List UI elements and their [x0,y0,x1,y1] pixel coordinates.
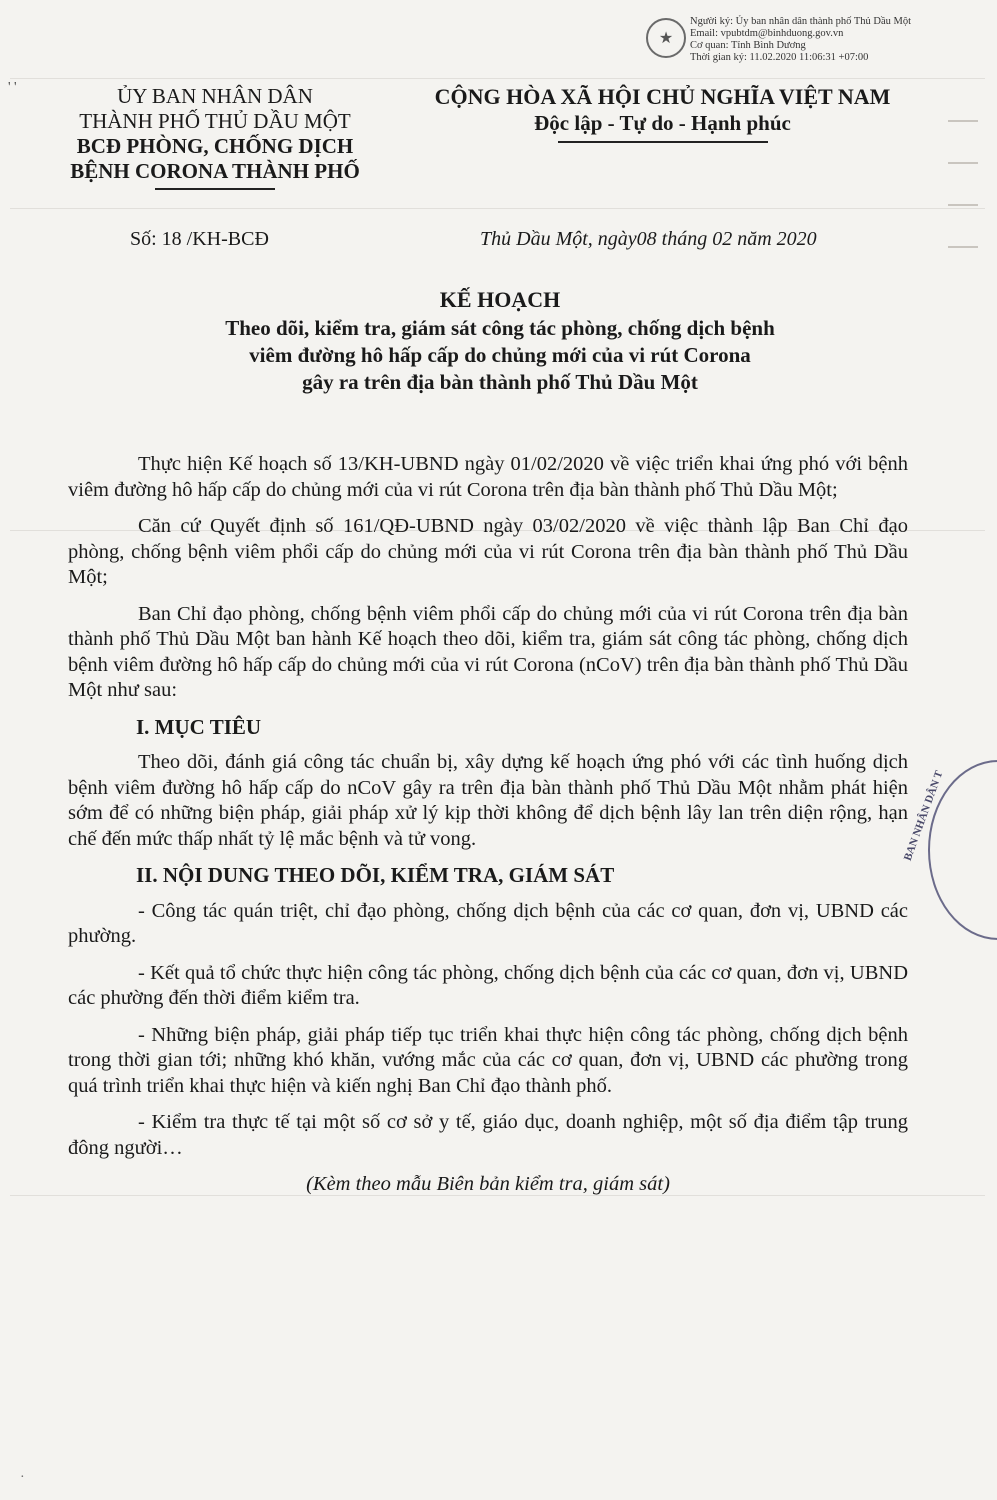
signature-time: Thời gian ký: 11.02.2020 11:06:31 +07:00 [690,52,869,63]
agency-line-1: ỦY BAN NHÂN DÂN [117,84,313,108]
official-seal-text: BAN NHÂN DÂN T [901,769,946,863]
digital-signature-block [640,16,985,72]
list-item: - Công tác quán triệt, chỉ đạo phòng, chống dịch bệnh của các cơ quan, đơn vị, UBND các phường. [68,899,908,947]
document-subtitle-line-2: viêm đường hô hấp cấp do chủng mới của vi rút Corona [249,343,751,367]
signature-email: Email: vpubtdm@binhduong.gov.vn [690,28,844,39]
section-heading-2: II. NỘI DUNG THEO DÕI, KIỂM TRA, GIÁM SÁT [136,863,615,887]
page-mark: · [20,1470,25,1485]
agency-line-3: BCĐ PHÒNG, CHỐNG DỊCH [76,134,354,158]
list-item: - Kiểm tra thực tế tại một số cơ sở y tế, giáo dục, doanh nghiệp, một số địa điểm tập trung đông người… [68,1111,908,1159]
signature-signer: Người ký: Ủy ban nhân dân thành phố Thủ Dầu Một [690,16,912,27]
national-motto: Độc lập - Tự do - Hạnh phúc [534,111,791,135]
agency-line-2: THÀNH PHỐ THỦ DẦU MỘT [79,109,351,133]
paragraph: Ban Chỉ đạo phòng, chống bệnh viêm phổi cấp do chủng mới của vi rút Corona trên địa bàn thành phố Thủ Dầu Một ban hành Kế hoạch theo dõi, kiểm tra, giám sát công tác phòng, chống dịch bệnh viêm đường hô hấp cấp do chủng mới của vi rút Corona (nCoV) trên địa bàn thành phố Thủ Dầu Một như sau: [68,602,908,701]
list-item: - Kết quả tổ chức thực hiện công tác phòng, chống dịch bệnh của các cơ quan, đơn vị, UBND các phường đến thời điểm kiểm tra. [68,961,908,1009]
attachment-note: (Kèm theo mẫu Biên bản kiểm tra, giám sát) [306,1173,670,1195]
document-date: Thủ Dầu Một, ngày08 tháng 02 năm 2020 [480,228,817,250]
bleed-through-line [10,208,985,209]
document-title: KẾ HOẠCH [439,287,561,312]
signature-agency: Cơ quan: Tỉnh Bình Dương [690,40,806,51]
list-item: - Những biện pháp, giải pháp tiếp tục triển khai thực hiện công tác phòng, chống dịch bệnh trong thời gian tới; những khó khăn, vướng mắc của các cơ quan, đơn vị, UBND các phường trong quá trình triển khai thực hiện và kiến nghị Ban Chỉ đạo thành phố. [68,1023,908,1097]
document-number: Số: 18 /KH-BCĐ [130,228,269,250]
document-subtitle-line-1: Theo dõi, kiểm tra, giám sát công tác phòng, chống dịch bệnh [225,316,775,340]
paragraph: Căn cứ Quyết định số 161/QĐ-UBND ngày 03/02/2020 về việc thành lập Ban Chỉ đạo phòng, chống bệnh viêm phổi cấp do chủng mới của vi rút Corona trên địa bàn thành phố Thủ Dầu Một; [68,515,908,588]
agency-underline [155,188,275,190]
scan-mark: ' ' [8,80,17,95]
national-motto-block [400,84,925,143]
section-heading-1: I. MỤC TIÊU [136,714,262,739]
national-title: CỘNG HÒA XÃ HỘI CHỦ NGHĨA VIỆT NAM [434,84,891,109]
document-title-block [150,286,850,396]
document-subtitle-line-3: gây ra trên địa bàn thành phố Thủ Dầu Một [302,370,698,394]
document-body [68,452,908,1209]
emblem-icon [646,18,686,58]
paragraph: Theo dõi, đánh giá công tác chuẩn bị, xây dựng kế hoạch ứng phó với các tình huống dịch bệnh viêm đường hô hấp cấp do nCoV gây ra trên địa bàn thành phố Thủ Dầu Một nhằm phát hiện sớm để có những biện pháp, giải pháp xử lý kịp thời không để dịch bệnh lây lan trên diện rộng, hạn chế đến mức thấp nhất tỷ lệ mắc bệnh và tử vong. [68,751,908,850]
issuing-agency-block [60,84,370,190]
motto-underline [558,141,768,143]
agency-line-4: BỆNH CORONA THÀNH PHỐ [70,159,360,183]
bleed-through-line [10,78,985,79]
paragraph: Thực hiện Kế hoạch số 13/KH-UBND ngày 01/02/2020 về việc triển khai ứng phó với bệnh viêm đường hô hấp cấp do chủng mới của vi rút Corona trên địa bàn thành phố Thủ Dầu Một; [68,453,908,501]
binding-marks [948,120,988,420]
